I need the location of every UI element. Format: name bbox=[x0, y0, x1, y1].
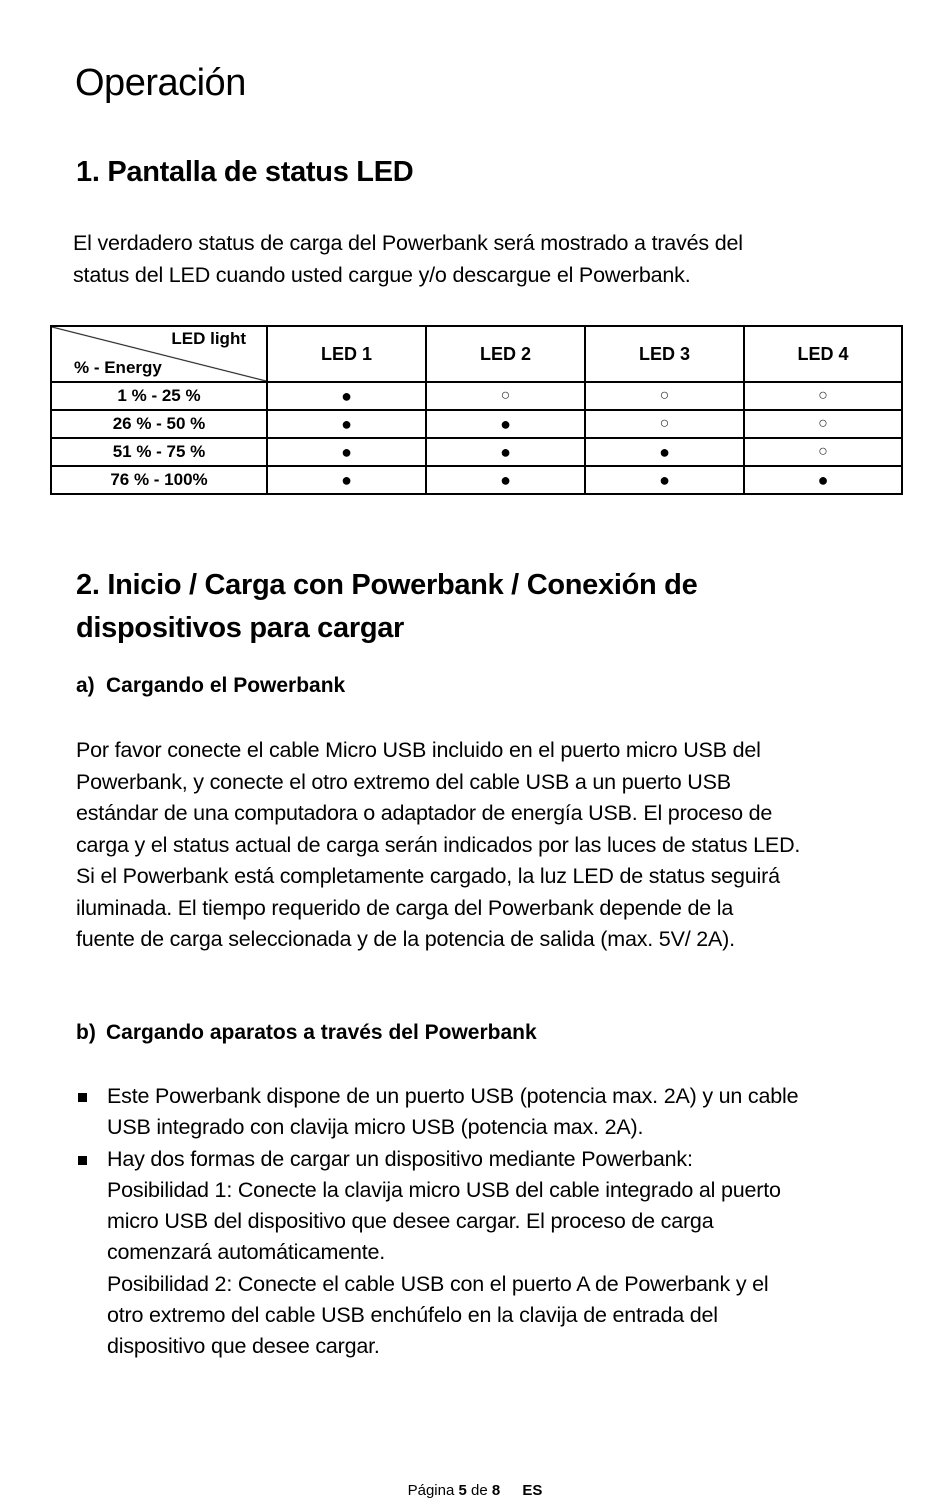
energy-range: 51 % - 75 % bbox=[51, 438, 267, 466]
energy-range: 26 % - 50 % bbox=[51, 410, 267, 438]
led-indicator: ○ bbox=[585, 410, 744, 438]
paragraph-line: Powerbank, y conecte el otro extremo del cable USB a un puerto USB bbox=[76, 769, 731, 794]
page-title: Operación bbox=[75, 62, 246, 104]
led-indicator: ● bbox=[267, 410, 426, 438]
header-led-4: LED 4 bbox=[744, 326, 902, 382]
led-indicator: ● bbox=[426, 438, 585, 466]
intro-line-2: status del LED cuando usted cargue y/o descargue el Powerbank. bbox=[73, 262, 691, 287]
table-row bbox=[51, 438, 902, 466]
corner-energy-label: % - Energy bbox=[74, 358, 162, 377]
list-item-line: comenzará automáticamente. bbox=[107, 1240, 386, 1265]
section-2-heading-line-2: dispositivos para cargar bbox=[76, 612, 405, 644]
table-row bbox=[51, 382, 902, 410]
list-item-line: dispositivo que desee cargar. bbox=[107, 1334, 380, 1359]
paragraph-line: carga y el status actual de carga serán indicados por las luces de status LED. bbox=[76, 832, 801, 857]
section-2-heading bbox=[76, 564, 697, 650]
subsection-b-heading bbox=[76, 1020, 537, 1046]
subsection-b-bullet-list bbox=[76, 1081, 896, 1363]
paragraph-line: estándar de una computadora o adaptador de energía USB. El proceso de bbox=[76, 801, 773, 825]
led-indicator: ● bbox=[426, 466, 585, 494]
table-corner-cell bbox=[51, 326, 267, 382]
list-item-line: Este Powerbank dispone de un puerto USB (potencia max. 2A) y un cable bbox=[107, 1084, 799, 1108]
square-bullet-icon bbox=[78, 1093, 87, 1102]
led-indicator: ● bbox=[267, 438, 426, 466]
list-item-line: USB integrado con clavija micro USB (potencia max. 2A). bbox=[107, 1115, 644, 1140]
led-indicator: ● bbox=[426, 410, 585, 438]
paragraph-line: iluminada. El tiempo requerido de carga del Powerbank depende de la bbox=[76, 895, 734, 920]
led-indicator: ● bbox=[267, 466, 426, 494]
led-status-table bbox=[50, 325, 903, 495]
page-label: Página bbox=[407, 1482, 455, 1499]
square-bullet-icon bbox=[78, 1156, 87, 1165]
led-indicator: ○ bbox=[744, 382, 902, 410]
table-row bbox=[51, 466, 902, 494]
led-indicator: ○ bbox=[744, 438, 902, 466]
table-header-row bbox=[51, 326, 902, 382]
total-pages: 8 bbox=[491, 1482, 501, 1499]
subsection-a-paragraph bbox=[76, 735, 800, 956]
led-indicator: ● bbox=[744, 466, 902, 494]
page-number: 5 bbox=[458, 1482, 467, 1499]
paragraph-line: fuente de carga seleccionada y de la potencia de salida (max. 5V/ 2A). bbox=[76, 927, 735, 951]
list-item-line: otro extremo del cable USB enchúfelo en la clavija de entrada del bbox=[107, 1303, 718, 1328]
energy-range: 76 % - 100% bbox=[51, 466, 267, 494]
section-1-intro bbox=[73, 228, 743, 291]
list-item bbox=[76, 1081, 896, 1144]
table-row bbox=[51, 410, 902, 438]
paragraph-line: Por favor conecte el cable Micro USB incluido en el puerto micro USB del bbox=[76, 738, 761, 762]
list-item-line: Hay dos formas de cargar un dispositivo mediante Powerbank: bbox=[107, 1146, 693, 1171]
energy-range: 1 % - 25 % bbox=[51, 382, 267, 410]
header-led-3: LED 3 bbox=[585, 326, 744, 382]
section-2-heading-line-1: 2. Inicio / Carga con Powerbank / Conexión de bbox=[76, 569, 698, 601]
subsection-a-heading bbox=[76, 673, 345, 699]
list-item-line: micro USB del dispositivo que desee cargar. El proceso de carga bbox=[107, 1209, 714, 1234]
led-indicator: ○ bbox=[426, 382, 585, 410]
header-led-1: LED 1 bbox=[267, 326, 426, 382]
paragraph-line: Si el Powerbank está completamente cargado, la luz LED de status seguirá bbox=[76, 864, 780, 888]
subsection-b-letter: b) bbox=[76, 1021, 96, 1044]
section-1-heading: 1. Pantalla de status LED bbox=[76, 156, 414, 188]
subsection-b-title: Cargando aparatos a través del Powerbank bbox=[106, 1021, 537, 1044]
led-indicator: ○ bbox=[744, 410, 902, 438]
page-footer bbox=[0, 1482, 950, 1499]
subsection-a-title: Cargando el Powerbank bbox=[106, 674, 346, 697]
list-item bbox=[76, 1144, 896, 1363]
subsection-a-letter: a) bbox=[76, 674, 95, 697]
intro-line-1: El verdadero status de carga del Powerbank será mostrado a través del bbox=[73, 231, 743, 255]
language-code: ES bbox=[522, 1482, 543, 1499]
led-indicator: ● bbox=[267, 382, 426, 410]
header-led-2: LED 2 bbox=[426, 326, 585, 382]
page-of-label: de bbox=[471, 1482, 488, 1499]
led-indicator: ● bbox=[585, 438, 744, 466]
corner-led-light-label: LED light bbox=[171, 329, 246, 348]
led-indicator: ○ bbox=[585, 382, 744, 410]
led-indicator: ● bbox=[585, 466, 744, 494]
list-item-line: Posibilidad 2: Conecte el cable USB con el puerto A de Powerbank y el bbox=[107, 1271, 769, 1296]
list-item-line: Posibilidad 1: Conecte la clavija micro USB del cable integrado al puerto bbox=[107, 1177, 781, 1202]
